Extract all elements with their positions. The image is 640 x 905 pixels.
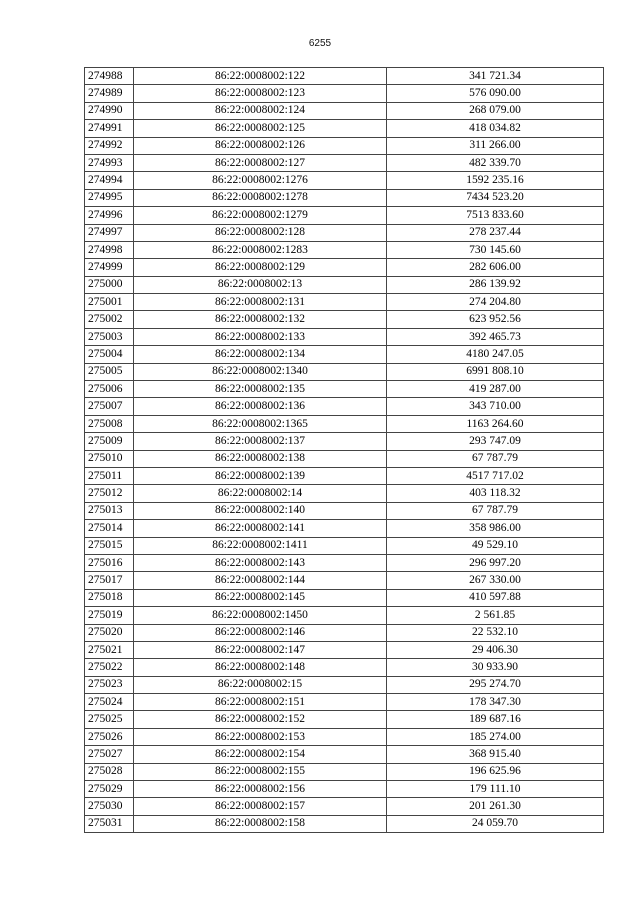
cadastral-value-cell: 403 118.32: [387, 485, 604, 502]
table-row: [85, 189, 604, 206]
row-id-cell: 275018: [85, 589, 134, 606]
row-id-cell: 275017: [85, 572, 134, 589]
row-id-cell: 274994: [85, 172, 134, 189]
cadastral-number-cell: 86:22:0008002:125: [134, 120, 387, 137]
cadastral-number-cell: 86:22:0008002:158: [134, 815, 387, 832]
row-id-cell: 274989: [85, 85, 134, 102]
cadastral-number-cell: 86:22:0008002:132: [134, 311, 387, 328]
table-row: [85, 641, 604, 658]
cadastral-value-cell: 343 710.00: [387, 398, 604, 415]
cadastral-number-cell: 86:22:0008002:1450: [134, 607, 387, 624]
cadastral-value-cell: 358 986.00: [387, 520, 604, 537]
cadastral-number-cell: 86:22:0008002:143: [134, 554, 387, 571]
row-id-cell: 275009: [85, 433, 134, 450]
row-id-cell: 275006: [85, 381, 134, 398]
cadastral-number-cell: 86:22:0008002:136: [134, 398, 387, 415]
row-id-cell: 275005: [85, 363, 134, 380]
cadastral-value-cell: 7434 523.20: [387, 189, 604, 206]
table-row: [85, 572, 604, 589]
cadastral-value-cell: 185 274.00: [387, 728, 604, 745]
cadastral-number-cell: 86:22:0008002:147: [134, 641, 387, 658]
cadastral-value-cell: 30 933.90: [387, 659, 604, 676]
table-row: [85, 120, 604, 137]
table-row: [85, 294, 604, 311]
row-id-cell: 275026: [85, 728, 134, 745]
cadastral-value-cell: 278 237.44: [387, 224, 604, 241]
cadastral-value-cell: 196 625.96: [387, 763, 604, 780]
table-row: [85, 241, 604, 258]
cadastral-number-cell: 86:22:0008002:156: [134, 781, 387, 798]
table-row: [85, 694, 604, 711]
cadastral-value-cell: 49 529.10: [387, 537, 604, 554]
cadastral-number-cell: 86:22:0008002:1278: [134, 189, 387, 206]
cadastral-value-cell: 7513 833.60: [387, 207, 604, 224]
row-id-cell: 275024: [85, 694, 134, 711]
cadastral-number-cell: 86:22:0008002:145: [134, 589, 387, 606]
table-row: [85, 746, 604, 763]
row-id-cell: 274993: [85, 154, 134, 171]
table-row: [85, 520, 604, 537]
cadastral-number-cell: 86:22:0008002:15: [134, 676, 387, 693]
table-row: [85, 172, 604, 189]
cadastral-value-cell: 576 090.00: [387, 85, 604, 102]
table-row: [85, 415, 604, 432]
cadastral-number-cell: 86:22:0008002:146: [134, 624, 387, 641]
table-row: [85, 363, 604, 380]
row-id-cell: 275013: [85, 502, 134, 519]
table-row: [85, 137, 604, 154]
cadastral-number-cell: 86:22:0008002:1283: [134, 241, 387, 258]
cadastral-value-cell: 341 721.34: [387, 68, 604, 85]
table-row: [85, 467, 604, 484]
table-row: [85, 676, 604, 693]
row-id-cell: 274998: [85, 241, 134, 258]
table-row: [85, 346, 604, 363]
cadastral-value-cell: 410 597.88: [387, 589, 604, 606]
cadastral-number-cell: 86:22:0008002:1340: [134, 363, 387, 380]
cadastral-value-cell: 623 952.56: [387, 311, 604, 328]
row-id-cell: 275020: [85, 624, 134, 641]
row-id-cell: 275021: [85, 641, 134, 658]
table-row: [85, 311, 604, 328]
cadastral-value-cell: 418 034.82: [387, 120, 604, 137]
table-row: [85, 485, 604, 502]
row-id-cell: 275016: [85, 554, 134, 571]
row-id-cell: 275010: [85, 450, 134, 467]
row-id-cell: 275000: [85, 276, 134, 293]
cadastral-number-cell: 86:22:0008002:122: [134, 68, 387, 85]
row-id-cell: 275027: [85, 746, 134, 763]
cadastral-value-cell: 67 787.79: [387, 502, 604, 519]
table-row: [85, 207, 604, 224]
table-row: [85, 224, 604, 241]
row-id-cell: 275007: [85, 398, 134, 415]
cadastral-number-cell: 86:22:0008002:13: [134, 276, 387, 293]
cadastral-number-cell: 86:22:0008002:144: [134, 572, 387, 589]
cadastral-number-cell: 86:22:0008002:133: [134, 328, 387, 345]
table-row: [85, 433, 604, 450]
row-id-cell: 274988: [85, 68, 134, 85]
cadastral-number-cell: 86:22:0008002:135: [134, 381, 387, 398]
cadastral-number-cell: 86:22:0008002:123: [134, 85, 387, 102]
row-id-cell: 275002: [85, 311, 134, 328]
page-number: 6255: [308, 38, 332, 49]
table-row: [85, 815, 604, 832]
row-id-cell: 274995: [85, 189, 134, 206]
row-id-cell: 275014: [85, 520, 134, 537]
cadastral-value-cell: 2 561.85: [387, 607, 604, 624]
cadastral-value-cell: 482 339.70: [387, 154, 604, 171]
row-id-cell: 275029: [85, 781, 134, 798]
row-id-cell: 275030: [85, 798, 134, 815]
cadastral-value-cell: 4180 247.05: [387, 346, 604, 363]
table-row: [85, 259, 604, 276]
table-row: [85, 502, 604, 519]
row-id-cell: 275023: [85, 676, 134, 693]
cadastral-value-cell: 296 997.20: [387, 554, 604, 571]
cadastral-number-cell: 86:22:0008002:127: [134, 154, 387, 171]
row-id-cell: 275019: [85, 607, 134, 624]
cadastral-value-table: [84, 67, 604, 833]
table-row: [85, 450, 604, 467]
cadastral-number-cell: 86:22:0008002:137: [134, 433, 387, 450]
cadastral-value-cell: 201 261.30: [387, 798, 604, 815]
cadastral-number-cell: 86:22:0008002:1276: [134, 172, 387, 189]
cadastral-number-cell: 86:22:0008002:154: [134, 746, 387, 763]
cadastral-number-cell: 86:22:0008002:148: [134, 659, 387, 676]
cadastral-number-cell: 86:22:0008002:131: [134, 294, 387, 311]
cadastral-number-cell: 86:22:0008002:157: [134, 798, 387, 815]
row-id-cell: 275025: [85, 711, 134, 728]
cadastral-value-cell: 274 204.80: [387, 294, 604, 311]
cadastral-value-cell: 24 059.70: [387, 815, 604, 832]
row-id-cell: 275015: [85, 537, 134, 554]
cadastral-number-cell: 86:22:0008002:153: [134, 728, 387, 745]
cadastral-value-cell: 392 465.73: [387, 328, 604, 345]
cadastral-value-cell: 1163 264.60: [387, 415, 604, 432]
row-id-cell: 275003: [85, 328, 134, 345]
table-row: [85, 589, 604, 606]
row-id-cell: 275001: [85, 294, 134, 311]
cadastral-value-cell: 295 274.70: [387, 676, 604, 693]
table-row: [85, 276, 604, 293]
row-id-cell: 274999: [85, 259, 134, 276]
row-id-cell: 275028: [85, 763, 134, 780]
table-row: [85, 85, 604, 102]
cadastral-value-cell: 293 747.09: [387, 433, 604, 450]
cadastral-value-cell: 730 145.60: [387, 241, 604, 258]
table-row: [85, 763, 604, 780]
cadastral-number-cell: 86:22:0008002:1365: [134, 415, 387, 432]
table-row: [85, 554, 604, 571]
cadastral-value-cell: 311 266.00: [387, 137, 604, 154]
cadastral-value-cell: 179 111.10: [387, 781, 604, 798]
row-id-cell: 275012: [85, 485, 134, 502]
cadastral-value-cell: 4517 717.02: [387, 467, 604, 484]
row-id-cell: 275011: [85, 467, 134, 484]
table-row: [85, 781, 604, 798]
cadastral-value-cell: 267 330.00: [387, 572, 604, 589]
row-id-cell: 275008: [85, 415, 134, 432]
table-row: [85, 728, 604, 745]
cadastral-number-cell: 86:22:0008002:134: [134, 346, 387, 363]
cadastral-value-cell: 67 787.79: [387, 450, 604, 467]
cadastral-value-cell: 6991 808.10: [387, 363, 604, 380]
table-row: [85, 659, 604, 676]
cadastral-number-cell: 86:22:0008002:1411: [134, 537, 387, 554]
table-body: [85, 68, 604, 833]
row-id-cell: 275022: [85, 659, 134, 676]
cadastral-number-cell: 86:22:0008002:139: [134, 467, 387, 484]
row-id-cell: 274991: [85, 120, 134, 137]
row-id-cell: 274990: [85, 102, 134, 119]
row-id-cell: 275031: [85, 815, 134, 832]
table-row: [85, 607, 604, 624]
cadastral-number-cell: 86:22:0008002:155: [134, 763, 387, 780]
cadastral-value-cell: 368 915.40: [387, 746, 604, 763]
row-id-cell: 274996: [85, 207, 134, 224]
cadastral-number-cell: 86:22:0008002:1279: [134, 207, 387, 224]
cadastral-number-cell: 86:22:0008002:128: [134, 224, 387, 241]
table-row: [85, 624, 604, 641]
row-id-cell: 274997: [85, 224, 134, 241]
table-row: [85, 328, 604, 345]
cadastral-number-cell: 86:22:0008002:141: [134, 520, 387, 537]
cadastral-number-cell: 86:22:0008002:14: [134, 485, 387, 502]
cadastral-value-cell: 189 687.16: [387, 711, 604, 728]
cadastral-number-cell: 86:22:0008002:124: [134, 102, 387, 119]
cadastral-value-cell: 268 079.00: [387, 102, 604, 119]
cadastral-value-cell: 1592 235.16: [387, 172, 604, 189]
table-row: [85, 398, 604, 415]
table-row: [85, 798, 604, 815]
cadastral-value-cell: 29 406.30: [387, 641, 604, 658]
cadastral-number-cell: 86:22:0008002:140: [134, 502, 387, 519]
table-row: [85, 154, 604, 171]
row-id-cell: 275004: [85, 346, 134, 363]
cadastral-value-cell: 282 606.00: [387, 259, 604, 276]
cadastral-value-cell: 286 139.92: [387, 276, 604, 293]
table-row: [85, 102, 604, 119]
cadastral-number-cell: 86:22:0008002:138: [134, 450, 387, 467]
cadastral-value-cell: 22 532.10: [387, 624, 604, 641]
table-row: [85, 537, 604, 554]
cadastral-value-cell: 419 287.00: [387, 381, 604, 398]
table-row: [85, 68, 604, 85]
cadastral-number-cell: 86:22:0008002:129: [134, 259, 387, 276]
table-row: [85, 381, 604, 398]
cadastral-value-cell: 178 347.30: [387, 694, 604, 711]
cadastral-number-cell: 86:22:0008002:152: [134, 711, 387, 728]
cadastral-number-cell: 86:22:0008002:151: [134, 694, 387, 711]
table-row: [85, 711, 604, 728]
cadastral-number-cell: 86:22:0008002:126: [134, 137, 387, 154]
row-id-cell: 274992: [85, 137, 134, 154]
